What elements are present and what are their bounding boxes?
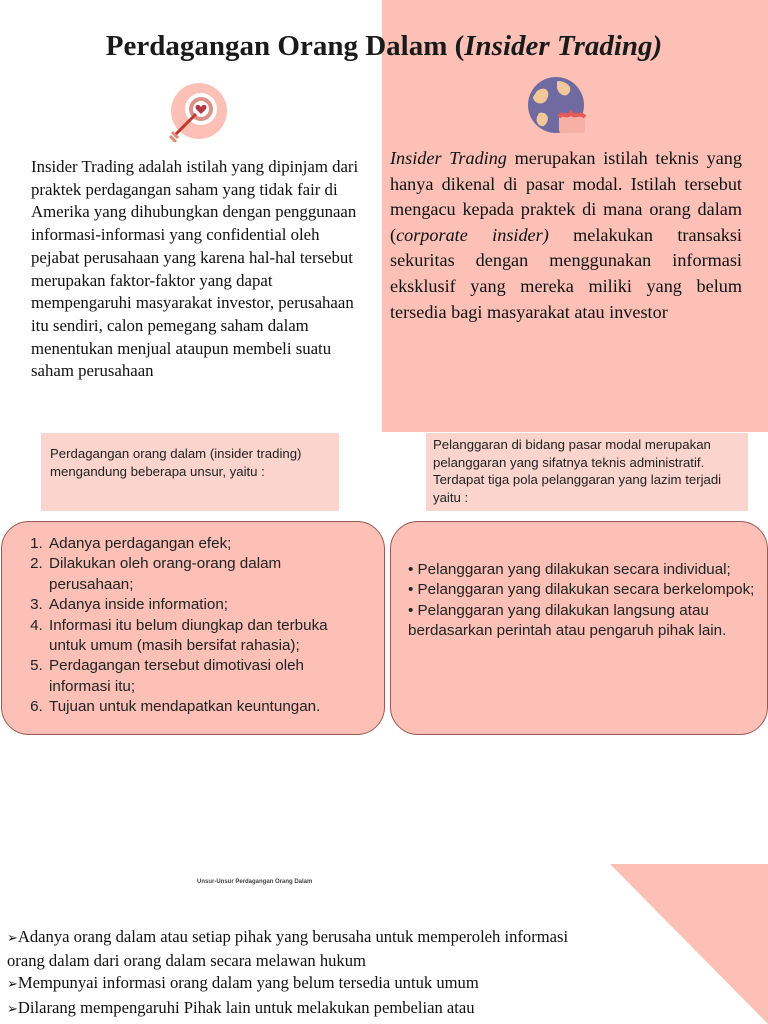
violations-intro-note	[426, 433, 748, 511]
bottom-elements-list	[7, 926, 607, 1021]
list-item-text: Adanya orang dalam atau setiap pihak yang berusaha untuk memperoleh informasi orang dalam dari orang dalam secara melawan hukum	[7, 927, 569, 971]
section-caption: Unsur-Unsur Perdagangan Orang Dalam	[197, 879, 313, 885]
globe-cake-icon	[527, 77, 589, 137]
insider-trading-explanation	[390, 146, 742, 325]
target-arrow-icon	[166, 82, 230, 142]
list-item	[7, 972, 607, 996]
elements-intro-note	[41, 433, 339, 511]
explanation-text-1: merupakan istilah teknis yang hanya dikenal di pasar modal. Istilah tersebut mengacu kepada praktek di mana orang dalam (	[390, 148, 742, 245]
arrow-bullet-icon: ➢	[7, 1001, 18, 1017]
arrow-bullet-icon: ➢	[7, 977, 18, 993]
title-italic: Insider Trading)	[464, 30, 663, 62]
list-item	[7, 926, 607, 972]
list-item-text: Mempunyai informasi orang dalam yang belum tersedia untuk umum	[17, 973, 479, 993]
list-item: 2. Dilakukan oleh orang-orang dalam perusahaan;	[47, 554, 368, 595]
corporate-insider-italic: corporate insider)	[396, 224, 549, 245]
list-item: 1. Adanya perdagangan efek;	[47, 534, 368, 554]
elements-intro-text: Perdagangan orang dalam (insider trading) mengandung beberapa unsur, yaitu :	[50, 446, 302, 479]
list-item: • Pelanggaran yang dilakukan secara individual;	[408, 561, 731, 578]
list-item-text: Dilarang mempengaruhi Pihak lain untuk melakukan pembelian atau	[17, 997, 475, 1017]
explanation-text-2: melakukan transaksi sekuritas dengan menggunakan informasi eksklusif yang mereka miliki yang belum tersedia bagi masyarakat atau investor	[390, 224, 742, 322]
list-item: 6. Tujuan untuk mendapatkan keuntungan.	[47, 697, 368, 717]
list-item: 3. Adanya inside information;	[47, 595, 368, 615]
violations-intro-text: Pelanggaran di bidang pasar modal merupakan pelanggaran yang sifatnya teknis administratif. Terdapat tiga pola pelanggaran yang lazim terjadi yaitu :	[433, 437, 722, 505]
insider-trading-definition: Insider Trading adalah istilah yang dipinjam dari praktek perdagangan saham yang tidak fair di Amerika yang dihubungkan dengan penggunaan informasi-informasi yang confidential oleh pejabat perusahaan yang karena hal-hal tersebut merupakan faktor-faktor yang dapat mempengaruhi masyarakat investor, perusahaan itu sendiri, calon pemegang saham dalam menentukan menjual ataupun membeli suatu saham perusahaan	[31, 157, 359, 381]
elements-list-box	[1, 521, 385, 735]
corner-decoration	[610, 864, 768, 1024]
list-item: • Pelanggaran yang dilakukan secara berkelompok;	[408, 581, 755, 599]
elements-list	[2, 522, 384, 718]
term-italic: Insider Trading	[390, 148, 507, 168]
list-item: 5. Perdagangan tersebut dimotivasi oleh informasi itu;	[47, 656, 368, 697]
list-item: • Pelanggaran yang dilakukan langsung atau berdasarkan perintah atau pengaruh pihak lain.	[408, 601, 727, 640]
violations-list	[391, 522, 767, 642]
title-main: Perdagangan Orang Dalam (	[105, 30, 465, 62]
list-item: 4. Informasi itu belum diungkap dan terbuka untuk umum (masih bersifat rahasia);	[47, 616, 368, 657]
page-title	[0, 30, 768, 63]
arrow-bullet-icon: ➢	[7, 931, 18, 946]
violations-list-box	[390, 521, 768, 735]
list-item	[7, 997, 607, 1021]
